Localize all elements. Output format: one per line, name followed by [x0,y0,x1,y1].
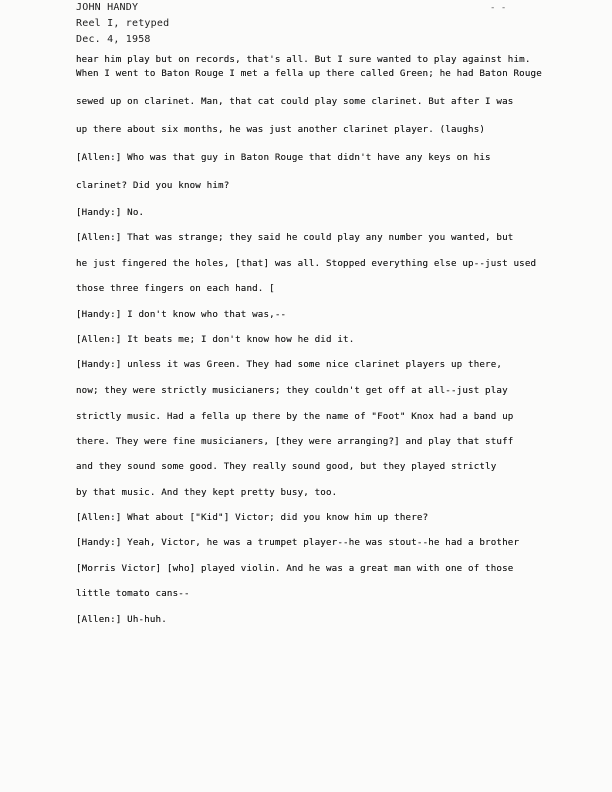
speaker-label: [Allen:] [76,232,122,243]
line-text: Who was that guy in Baton Rouge that didn't have any keys on his [121,152,491,163]
line-text: sewed up on clarinet. Man, that cat could play some clarinet. But after I was [76,96,514,107]
transcript-line [76,68,542,80]
speaker-label: [Allen:] [76,512,122,523]
line-text: hear him play but on records, that's all. But I sure wanted to play against him. [76,54,531,65]
transcript-line [76,180,229,192]
speaker-label: [Allen:] [76,614,122,625]
line-text: he just fingered the holes, [that] was all. Stopped everything else up--just used [76,258,537,269]
line-text: It beats me; I don't know how he did it. [121,334,355,345]
line-text: clarinet? Did you know him? [76,180,230,191]
line-text: those three fingers on each hand. [ [76,283,275,294]
header-reel: Reel I, retyped [76,18,170,29]
line-text: and they sound some good. They really sound good, but they played strictly [76,461,497,472]
line-text: unless it was Green. They had some nice clarinet players up there, [121,359,503,370]
transcript-line [76,537,519,549]
line-text: [Morris Victor] [who] played violin. And he was a great man with one of those [76,563,514,574]
speaker-label: [Handy:] [76,537,122,548]
transcript-line [76,232,513,244]
transcript-line [76,563,513,575]
transcript-line [76,54,531,66]
transcript-line [76,258,536,270]
line-text: up there about six months, he was just another clarinet player. (laughs) [76,124,486,135]
line-text: there. They were fine musicianers, [they were arranging?] and play that stuff [76,436,514,447]
header-date: Dec. 4, 1958 [76,34,151,45]
transcript-line [76,588,190,600]
line-text: strictly music. Had a fella up there by the name of "Foot" Knox had a band up [76,411,514,422]
transcript-line [76,309,286,321]
transcript-line [76,487,337,499]
transcript-line [76,334,354,346]
line-text: That was strange; they said he could play any number you wanted, but [121,232,514,243]
transcript-line [76,207,144,219]
line-text: now; they were strictly musicianers; they couldn't get off at all--just play [76,385,508,396]
header-name: JOHN HANDY [76,2,139,13]
transcript-line [76,283,275,295]
document-header [76,0,169,48]
line-text: Uh-huh. [121,614,167,625]
corner-mark: - - [490,3,507,13]
speaker-label: [Handy:] [76,207,122,218]
speaker-label: [Allen:] [76,334,122,345]
line-text: What about ["Kid"] Victor; did you know him up there? [121,512,429,523]
line-text: I don't know who that was,-- [121,309,287,320]
transcript-line [76,385,508,397]
transcript-line [76,124,485,136]
transcript-line [76,512,428,524]
line-text: When I went to Baton Rouge I met a fella up there called Green; he had Baton Rouge [76,68,542,79]
transcript-line [76,152,491,164]
transcript-line [76,461,496,473]
transcript-line [76,359,502,371]
transcript-line [76,436,513,448]
transcript-line [76,96,513,108]
transcript-line [76,614,167,626]
line-text: by that music. And they kept pretty busy, too. [76,487,338,498]
line-text: Yeah, Victor, he was a trumpet player--he was stout--he had a brother [121,537,520,548]
line-text: No. [121,207,145,218]
line-text: little tomato cans-- [76,588,190,599]
speaker-label: [Allen:] [76,152,122,163]
speaker-label: [Handy:] [76,309,122,320]
transcript-line [76,411,513,423]
speaker-label: [Handy:] [76,359,122,370]
